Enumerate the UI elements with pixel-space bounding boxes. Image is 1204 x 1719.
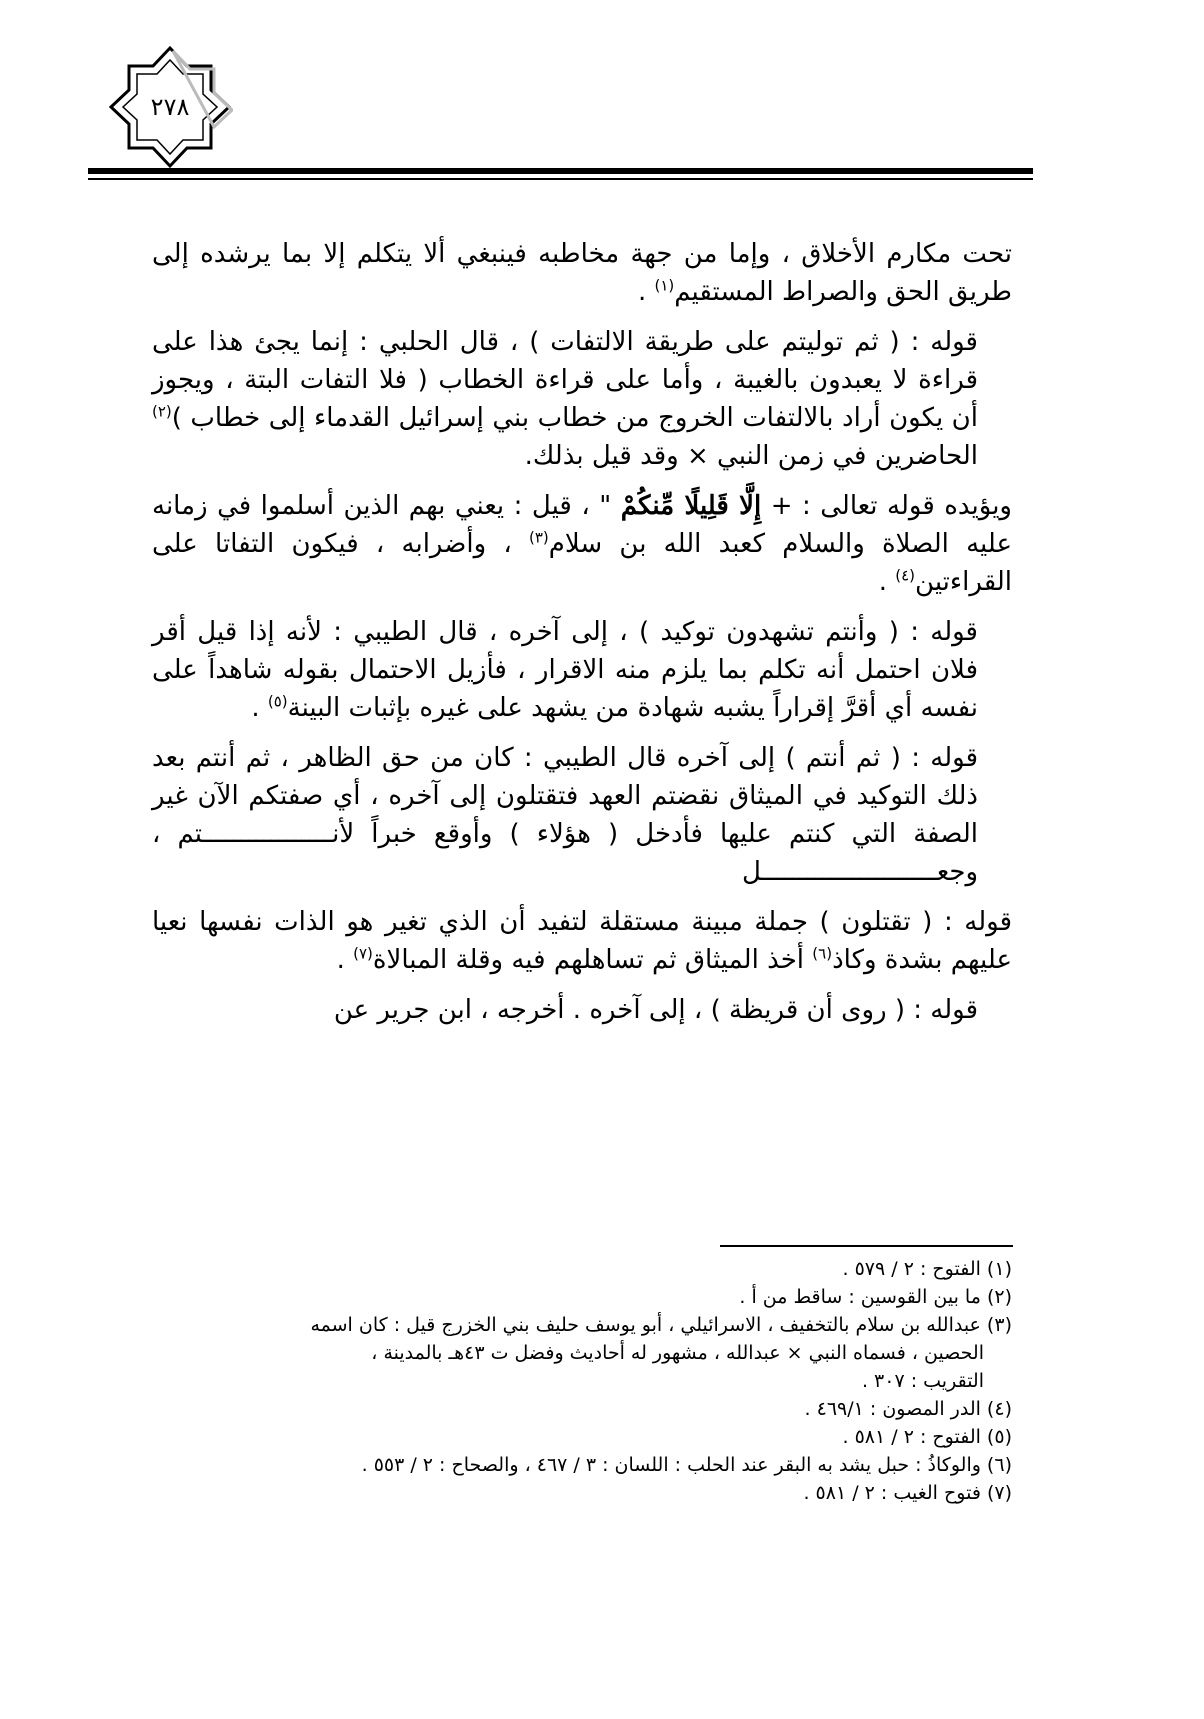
footnote-ref: (٦) (812, 944, 833, 963)
paragraph-text: ويؤيده قوله تعالى : + (761, 491, 1012, 521)
footnote-3-cont: الحصين ، فسماه النبي × عبدالله ، مشهور له أحاديث وفضل ت ٤٣هـ بالمدينة ، (371, 1342, 984, 1364)
paragraph-end: . (251, 693, 268, 723)
paragraph-1 (152, 235, 1012, 311)
footnote-2: (٢) ما بين القوسين : ساقط من أ . (739, 1286, 1012, 1308)
footnote-3-cont: التقريب : ٣٠٧ . (861, 1370, 984, 1392)
paragraph-4 (152, 613, 1012, 727)
quran-verse: إِلَّا قَلِيلًا مِّنكُمْ (620, 491, 762, 521)
paragraph-end: . (637, 277, 655, 307)
paragraph-5 (152, 739, 1012, 891)
paragraph-end: . (878, 567, 896, 597)
footnote-ref: (٢) (152, 402, 172, 421)
paragraph-text: قوله : ( روى أن قريظة ) ، إلى آخره . أخرجه ، ابن جرير عن (333, 995, 978, 1025)
footnote-7: (٧) فتوح الغيب : ٢ / ٥٨١ . (803, 1482, 1012, 1504)
header-rule (88, 168, 1033, 174)
paragraph-text: قوله : ( ثم توليتم على طريقة الالتفات ) ، قال الحلبي : إنما يجئ هذا على قراءة لا يعبدون بالغيبة ، وأما على قراءة الخطاب ( فلا التفات البتة ، ويجوز أن يكون أراد بالالتفات الخروج من خطاب بني إسرائيل القدماء إلى خطاب ) (152, 327, 978, 433)
paragraph-text: تحت مكارم الأخلاق ، وإما من جهة مخاطبه فينبغي ألا يتكلم إلا بما يرشده إلى طريق الحق والصراط المستقيم (152, 239, 1012, 307)
footnote-ref: (٣) (529, 528, 549, 547)
paragraph-2 (152, 323, 1012, 475)
footnote-6: (٦) والوكاذُ : حبل يشد به البقر عند الحلب : اللسان : ٣ / ٤٦٧ ، والصحاح : ٢ / ٥٥٣ . (361, 1454, 1012, 1476)
footnote-ref: (٥) (267, 692, 288, 711)
footnote-3: (٣) عبدالله بن سلام بالتخفيف ، الاسرائيلي ، أبو يوسف حليف بني الخزرج قيل : كان اسمه (310, 1314, 1012, 1336)
footnote-ref: (٧) (353, 944, 373, 963)
paragraph-6 (152, 903, 1012, 979)
paragraph-text: أخذ الميثاق ثم تساهلهم فيه وقلة المبالاة (372, 945, 813, 975)
body-text (152, 235, 1012, 1041)
paragraph-3 (152, 487, 1012, 601)
header-rule-thin (88, 178, 1033, 180)
paragraph-text: قوله : ( وأنتم تشهدون توكيد ) ، إلى آخره ، قال الطيبي : لأنه إذا قيل أقر فلان احتمل أنه تكلم بما يلزم منه الاقرار ، فأزيل الاحتمال بقوله شاهداً على نفسه أي أقرَّ إقراراً يشبه شهادة من يشهد على غيره بإثبات البينة (152, 617, 978, 723)
footnote-ref: (٤) (895, 566, 916, 585)
footnote-5: (٥) الفتوح : ٢ / ٥٨١ . (842, 1426, 1012, 1448)
paragraph-7 (152, 991, 1012, 1029)
footnote-4: (٤) الدر المصون : ٤٦٩/١ . (804, 1398, 1012, 1420)
footnote-ref: (١) (654, 276, 675, 295)
page-number: ٢٧٨ (150, 93, 190, 121)
paragraph-text: قوله : ( تقتلون ) جملة مبينة مستقلة لتفيد أن الذي تغير هو الذات نفسها نعيا عليهم بشدة وكاذ (152, 907, 1012, 975)
footnote-separator (720, 1245, 1013, 1247)
paragraph-text: " ، قيل : يعني بهم الذين أسلموا في زمانه عليه الصلاة والسلام كعبد الله بن سلام (152, 491, 1012, 559)
paragraph-end: . (336, 945, 354, 975)
page-number-badge (107, 44, 233, 170)
paragraph-text: ، وأضرابه ، فيكون التفاتا على القراءتين (152, 529, 1012, 597)
paragraph-end: الحاضرين في زمن النبي × وقد قيل بذلك. (524, 441, 978, 471)
footnote-1: (١) الفتوح : ٢ / ٥٧٩ . (842, 1258, 1012, 1280)
footnotes (152, 1255, 1012, 1507)
paragraph-text: قوله : ( ثم أنتم ) إلى آخره قال الطيبي : كان من حق الظاهر ، ثم أنتم بعد ذلك التوكيد في الميثاق نقضتم العهد فتقتلون إلى آخره ، أي صفتكم الآن غير الصفة التي كنتم عليها فأدخل ( هؤلاء ) وأوقع خبراً لأنـــــــــــــــــتم ، وجعـــــــــــــــــــــــل (152, 743, 978, 887)
